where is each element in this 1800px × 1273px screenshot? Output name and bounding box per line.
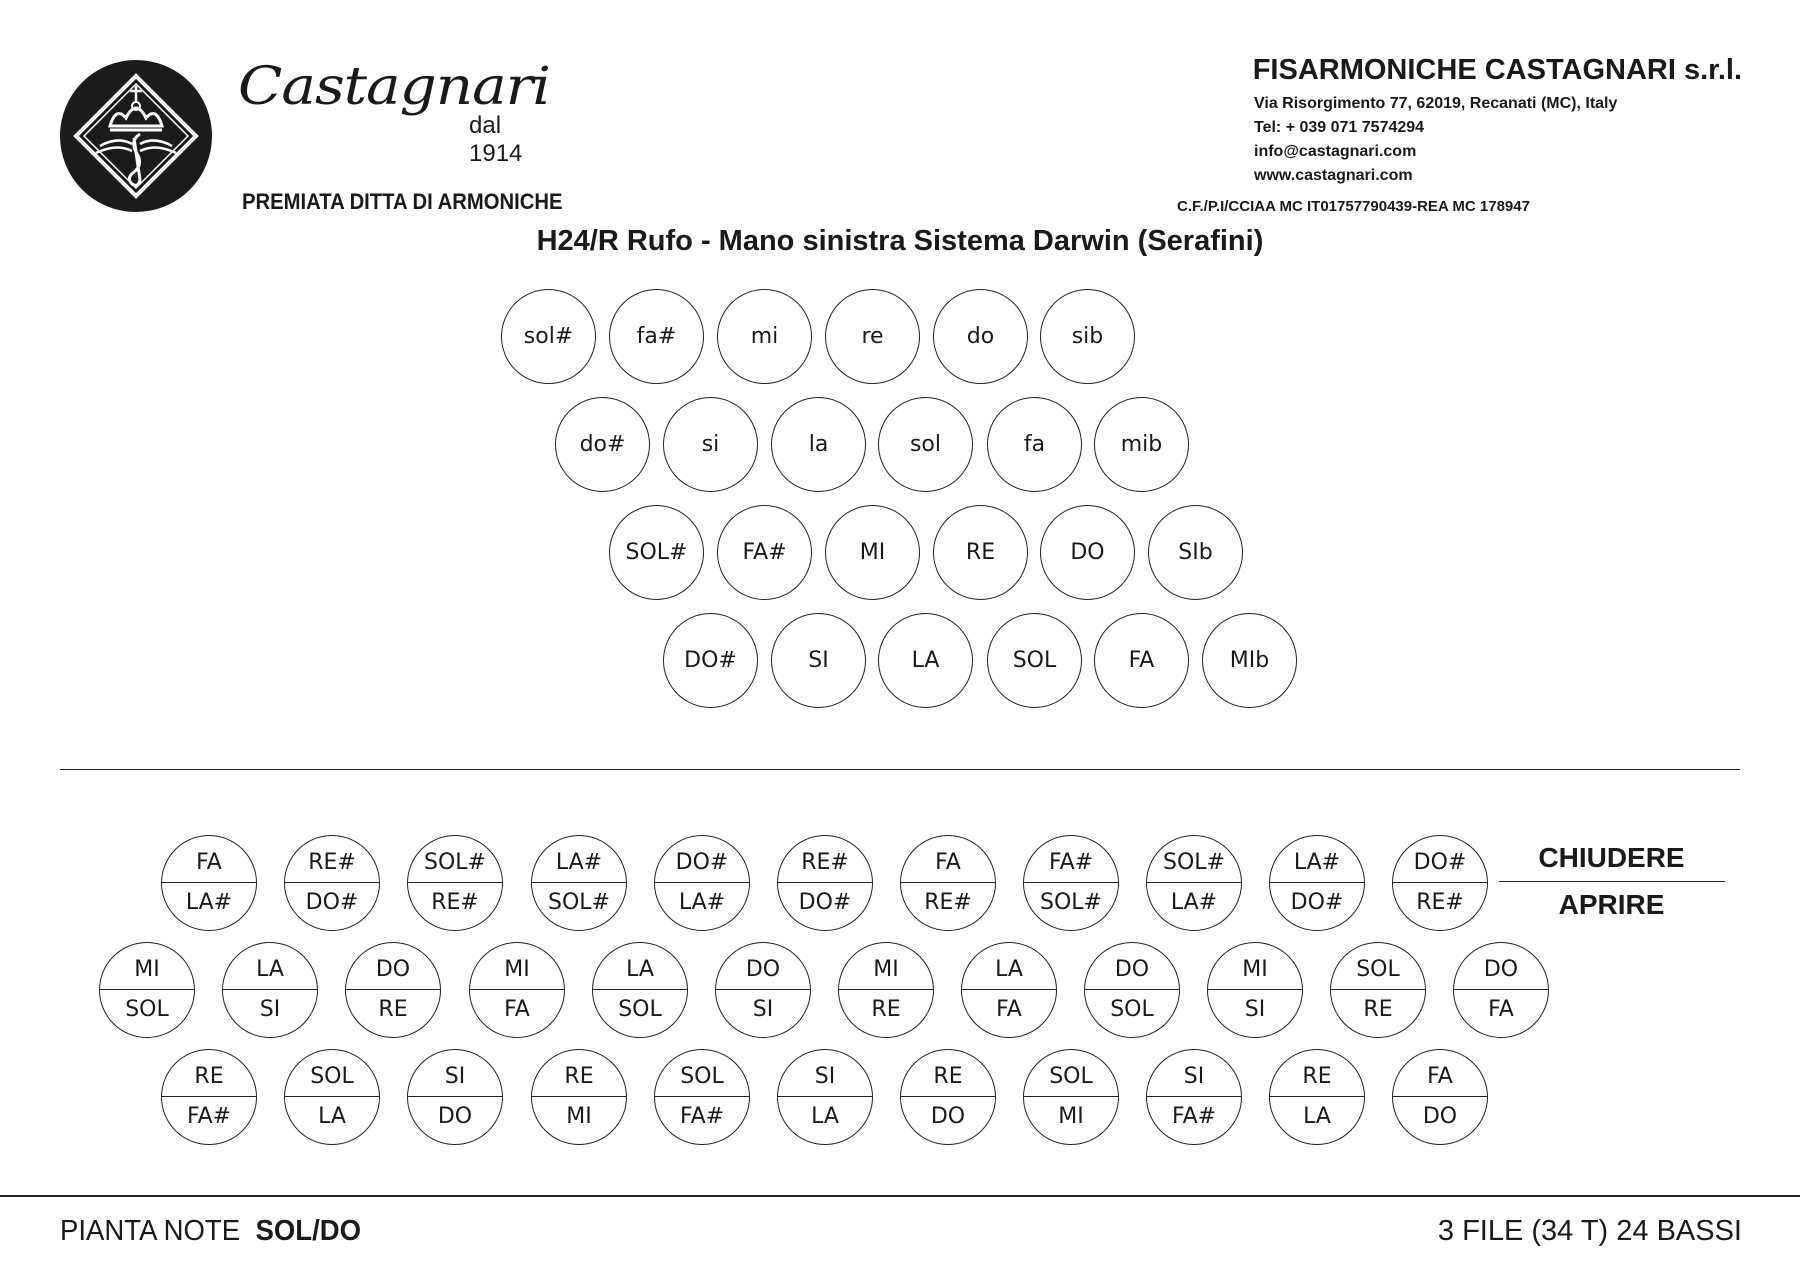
bass-split-line (1331, 989, 1425, 990)
bass-button[interactable] (345, 942, 441, 1038)
bass-split-line (1270, 1096, 1364, 1097)
bass-split-line (839, 989, 933, 990)
bass-button[interactable] (161, 835, 257, 931)
bass-close-note: LA (995, 957, 1023, 982)
bass-open-note: MI (1058, 1104, 1084, 1129)
bass-button[interactable] (654, 835, 750, 931)
bass-close-note: LA (626, 957, 654, 982)
bass-close-note: FA# (1048, 850, 1094, 875)
bass-button[interactable] (1023, 835, 1119, 931)
left-hand-button[interactable]: FA# (717, 505, 812, 600)
bass-split-line (408, 882, 502, 883)
bass-close-note: SOL (310, 1064, 354, 1089)
left-hand-button[interactable]: MIb (1202, 613, 1297, 708)
bass-button[interactable] (531, 835, 627, 931)
bass-close-note: MI (873, 957, 899, 982)
bass-button[interactable] (1084, 942, 1180, 1038)
bass-close-note: SOL (1049, 1064, 1093, 1089)
bass-close-note: RE (933, 1064, 963, 1089)
left-hand-button[interactable]: mib (1094, 397, 1189, 492)
bass-close-note: SI (444, 1064, 466, 1089)
legend-close-label: CHIUDERE (1538, 842, 1685, 873)
bass-close-note: FA (196, 850, 222, 875)
bass-split-line (223, 989, 317, 990)
bass-open-note: RE (378, 997, 408, 1022)
bass-close-note: MI (1242, 957, 1268, 982)
bass-button[interactable] (1207, 942, 1303, 1038)
bass-open-note: LA# (1170, 890, 1218, 915)
bass-split-line (162, 882, 256, 883)
bass-button[interactable] (407, 835, 503, 931)
left-hand-button[interactable]: fa# (609, 289, 704, 384)
bass-split-line (1147, 1096, 1241, 1097)
bass-button[interactable] (961, 942, 1057, 1038)
bass-button[interactable] (1392, 1049, 1488, 1145)
left-hand-button[interactable]: SOL (987, 613, 1082, 708)
bass-close-note: LA (256, 957, 284, 982)
bass-split-line (1147, 882, 1241, 883)
bass-open-note: SI (1244, 997, 1266, 1022)
left-hand-button[interactable]: mi (717, 289, 812, 384)
bass-button[interactable] (1023, 1049, 1119, 1145)
bass-split-line (593, 989, 687, 990)
bass-close-note: SOL (680, 1064, 724, 1089)
bass-open-note: SOL (618, 997, 662, 1022)
left-hand-button[interactable]: sib (1040, 289, 1135, 384)
bass-button[interactable] (99, 942, 195, 1038)
bass-open-note: DO (1422, 1104, 1458, 1129)
bass-close-note: MI (504, 957, 530, 982)
left-hand-button[interactable]: re (825, 289, 920, 384)
bass-open-note: DO# (798, 890, 852, 915)
bass-close-note: DO (375, 957, 411, 982)
bass-split-line (1024, 882, 1118, 883)
left-hand-button[interactable]: RE (933, 505, 1028, 600)
bass-close-note: RE (564, 1064, 594, 1089)
bass-button[interactable] (1453, 942, 1549, 1038)
bass-close-note: FA (935, 850, 961, 875)
bass-close-note: LA# (555, 850, 603, 875)
bass-button[interactable] (284, 835, 380, 931)
bass-button[interactable] (715, 942, 811, 1038)
crown-clef-emblem-icon (60, 60, 212, 212)
footer-note-layout (60, 1215, 361, 1248)
bass-close-note: SI (1183, 1064, 1205, 1089)
company-address: Via Risorgimento 77, 62019, Recanati (MC), Italy (1254, 95, 1618, 112)
bass-split-line (1393, 882, 1487, 883)
bass-split-line (532, 882, 626, 883)
footer-spec: 3 FILE (34 T) 24 BASSI (1437, 1215, 1742, 1247)
bass-split-line (1270, 882, 1364, 883)
left-hand-button[interactable]: DO# (663, 613, 758, 708)
bass-open-note: LA (1303, 1104, 1331, 1129)
bass-close-note: DO# (1413, 850, 1467, 875)
bass-button[interactable] (407, 1049, 503, 1145)
bass-split-line (655, 882, 749, 883)
bass-open-note: SOL (125, 997, 169, 1022)
bass-button[interactable] (469, 942, 565, 1038)
page-title: H24/R Rufo - Mano sinistra Sistema Darwin (Serafini) (536, 225, 1264, 257)
bass-open-note: FA (504, 997, 530, 1022)
left-hand-button[interactable]: fa (987, 397, 1082, 492)
footer-prefix: PIANTA NOTE (60, 1215, 241, 1247)
bass-button[interactable] (777, 835, 873, 931)
bass-open-note: RE# (431, 890, 479, 915)
section-divider (60, 769, 1740, 770)
bass-button[interactable] (592, 942, 688, 1038)
left-hand-button[interactable]: si (663, 397, 758, 492)
company-website: www.castagnari.com (1254, 167, 1413, 184)
bass-open-note: SOL (1110, 997, 1154, 1022)
company-email: info@castagnari.com (1254, 143, 1417, 160)
legend-divider (1499, 881, 1725, 882)
bass-close-note: SI (814, 1064, 836, 1089)
bass-open-note: SI (259, 997, 281, 1022)
bass-open-note: LA (811, 1104, 839, 1129)
bass-open-note: SI (752, 997, 774, 1022)
bass-button[interactable] (900, 1049, 996, 1145)
bass-close-note: DO# (675, 850, 729, 875)
brand-tagline: PREMIATA DITTA DI ARMONICHE (242, 189, 563, 214)
bass-open-note: MI (566, 1104, 592, 1129)
bass-button[interactable] (654, 1049, 750, 1145)
company-fiscal-code: C.F./P.I/CCIAA MC IT01757790439-REA MC 178947 (1177, 198, 1530, 215)
bass-button[interactable] (1269, 1049, 1365, 1145)
bass-split-line (285, 882, 379, 883)
left-hand-button[interactable]: DO (1040, 505, 1135, 600)
bass-split-line (408, 1096, 502, 1097)
bass-open-note: SOL# (1040, 890, 1102, 915)
bass-button[interactable] (1146, 835, 1242, 931)
left-hand-button[interactable]: sol# (501, 289, 596, 384)
bass-open-note: LA# (678, 890, 726, 915)
bass-split-line (532, 1096, 626, 1097)
bass-split-line (901, 1096, 995, 1097)
bass-close-note: LA# (1293, 850, 1341, 875)
bass-button[interactable] (531, 1049, 627, 1145)
company-name: FISARMONICHE CASTAGNARI s.r.l. (1252, 54, 1742, 86)
left-hand-button[interactable]: do (933, 289, 1028, 384)
bass-open-note: LA# (185, 890, 233, 915)
bass-close-note: SOL (1356, 957, 1400, 982)
bass-open-note: RE# (924, 890, 972, 915)
bass-close-note: DO (1483, 957, 1519, 982)
bass-button[interactable] (1269, 835, 1365, 931)
bass-button[interactable] (284, 1049, 380, 1145)
bass-open-note: FA# (1171, 1104, 1217, 1129)
bass-close-note: MI (134, 957, 160, 982)
bass-open-note: RE (871, 997, 901, 1022)
bass-button[interactable] (1392, 835, 1488, 931)
bass-button[interactable] (1330, 942, 1426, 1038)
bass-split-line (655, 1096, 749, 1097)
company-logo (60, 60, 212, 212)
bass-close-note: FA (1427, 1064, 1453, 1089)
bass-split-line (1024, 1096, 1118, 1097)
bass-split-line (962, 989, 1056, 990)
bass-open-note: FA (1488, 997, 1514, 1022)
bass-split-line (778, 882, 872, 883)
bass-close-note: RE (194, 1064, 224, 1089)
bass-button[interactable] (838, 942, 934, 1038)
bass-close-note: DO (745, 957, 781, 982)
left-hand-button[interactable]: LA (878, 613, 973, 708)
brand-logotype (238, 52, 558, 167)
bass-button[interactable] (900, 835, 996, 931)
bass-split-line (162, 1096, 256, 1097)
bass-close-note: RE# (801, 850, 849, 875)
bass-close-note: RE (1302, 1064, 1332, 1089)
legend-open-label: APRIRE (1558, 889, 1665, 920)
footer-divider (0, 1195, 1800, 1197)
bass-open-note: DO (437, 1104, 473, 1129)
footer-key: SOL/DO (255, 1215, 362, 1247)
bass-close-note: SOL# (1163, 850, 1225, 875)
bass-close-note: RE# (308, 850, 356, 875)
bass-open-note: FA (996, 997, 1022, 1022)
bass-split-line (901, 882, 995, 883)
bass-split-line (1393, 1096, 1487, 1097)
company-phone: Tel: + 039 071 7574294 (1254, 119, 1425, 136)
bass-button[interactable] (222, 942, 318, 1038)
bass-split-line (716, 989, 810, 990)
brand-since: dal 1914 (469, 112, 523, 167)
left-hand-button[interactable]: do# (555, 397, 650, 492)
left-hand-button[interactable]: SOL# (609, 505, 704, 600)
bass-open-note: DO (930, 1104, 966, 1129)
left-hand-button[interactable]: la (771, 397, 866, 492)
left-hand-button[interactable]: MI (825, 505, 920, 600)
bass-split-line (470, 989, 564, 990)
bass-open-note: RE# (1416, 890, 1464, 915)
bass-close-note: SOL# (424, 850, 486, 875)
bass-open-note: RE (1363, 997, 1393, 1022)
bass-open-note: FA# (186, 1104, 232, 1129)
bass-button[interactable] (777, 1049, 873, 1145)
bass-button[interactable] (161, 1049, 257, 1145)
bass-open-note: DO# (1290, 890, 1344, 915)
bass-split-line (1085, 989, 1179, 990)
bass-button[interactable] (1146, 1049, 1242, 1145)
left-hand-button[interactable]: FA (1094, 613, 1189, 708)
bass-open-note: LA (318, 1104, 346, 1129)
bass-split-line (778, 1096, 872, 1097)
left-hand-button[interactable]: sol (878, 397, 973, 492)
bass-split-line (100, 989, 194, 990)
bass-open-note: FA# (679, 1104, 725, 1129)
bass-split-line (285, 1096, 379, 1097)
bass-open-note: SOL# (548, 890, 610, 915)
bass-open-note: DO# (305, 890, 359, 915)
bass-split-line (346, 989, 440, 990)
left-hand-button[interactable]: SI (771, 613, 866, 708)
bass-split-line (1454, 989, 1548, 990)
bass-close-note: DO (1114, 957, 1150, 982)
brand-signature: Castagnari (238, 55, 550, 117)
bass-split-line (1208, 989, 1302, 990)
left-hand-button[interactable]: SIb (1148, 505, 1243, 600)
